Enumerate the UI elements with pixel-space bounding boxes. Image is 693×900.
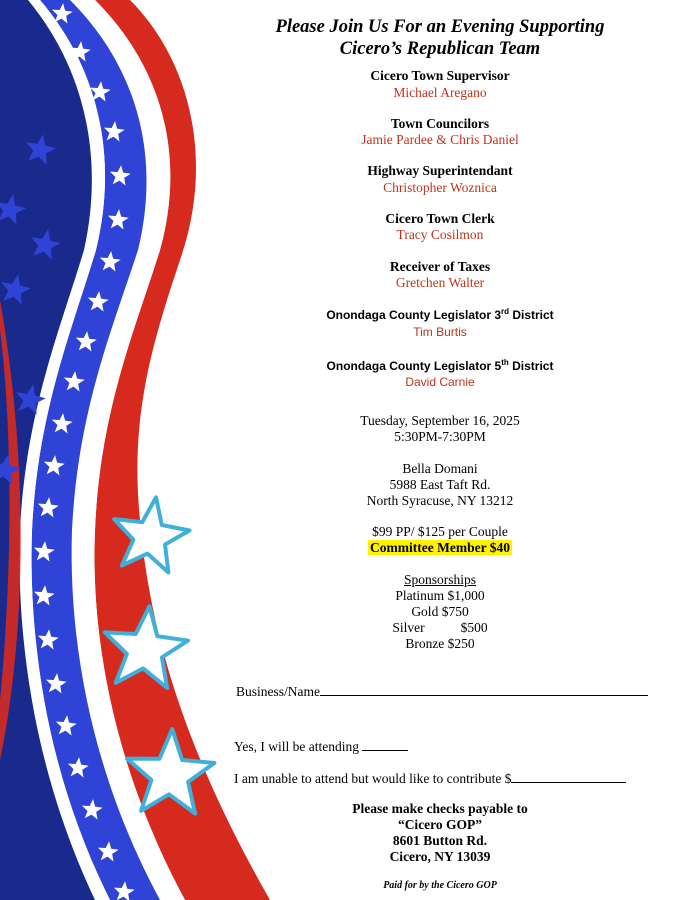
attending-field[interactable] <box>234 739 408 755</box>
venue-name: Bella Domani <box>402 461 478 476</box>
checks-line-4: Cicero, NY 13039 <box>389 849 491 864</box>
sponsorship-gold: Gold $750 <box>411 604 469 619</box>
sponsorship-platinum: Platinum $1,000 <box>395 588 485 603</box>
event-time: 5:30PM-7:30PM <box>394 429 486 444</box>
candidate-role: Cicero Town Supervisor <box>370 68 510 83</box>
business-name-field[interactable] <box>236 684 648 700</box>
sponsorship-silver: Silver $500 <box>392 620 488 635</box>
contribute-label: I am unable to attend but would like to contribute $ <box>234 771 512 786</box>
business-name-label: Business/Name <box>236 684 320 699</box>
ticket-price: $99 PP/ $125 per Couple <box>372 524 508 539</box>
checks-line-1: Please make checks payable to <box>352 801 528 816</box>
sponsorships-heading: Sponsorships <box>403 572 476 587</box>
attending-label: Yes, I will be attending <box>234 739 359 754</box>
checks-line-2: “Cicero GOP” <box>397 817 483 832</box>
title-line-2: Cicero’s Republican Team <box>339 39 541 59</box>
title-line-1: Please Join Us For an Evening Supporting <box>275 17 605 37</box>
candidate-role: Receiver of Taxes <box>389 259 491 274</box>
candidate-role: Cicero Town Clerk <box>385 211 495 226</box>
candidate-name: Jamie Pardee & Chris Daniel <box>361 132 519 147</box>
candidate-name: David Carnie <box>405 375 475 389</box>
contribute-blank[interactable] <box>511 771 626 783</box>
venue-city: North Syracuse, NY 13212 <box>366 493 514 508</box>
candidate-role: Onondaga County Legislator 3rd District <box>326 307 554 322</box>
venue-street: 5988 East Taft Rd. <box>389 477 491 492</box>
committee-price: Committee Member $40 <box>370 540 510 555</box>
paid-for-disclaimer: Paid for by the Cicero GOP <box>383 880 497 891</box>
contribute-field[interactable] <box>234 771 626 787</box>
candidate-name: Christopher Woznica <box>383 180 497 195</box>
candidate-role: Onondaga County Legislator 5th District <box>326 358 554 373</box>
candidate-name: Tim Burtis <box>413 325 467 339</box>
sponsorship-bronze: Bronze $250 <box>405 636 475 651</box>
business-name-blank[interactable] <box>320 684 648 696</box>
candidate-role: Highway Superintendant <box>367 163 513 178</box>
candidate-name: Michael Aregano <box>393 85 487 100</box>
candidate-name: Tracy Cosilmon <box>396 227 484 242</box>
event-date: Tuesday, September 16, 2025 <box>360 413 520 428</box>
candidate-role: Town Councilors <box>390 116 490 131</box>
attending-blank[interactable] <box>362 739 408 751</box>
checks-line-3: 8601 Button Rd. <box>392 833 488 848</box>
candidate-name: Gretchen Walter <box>395 275 485 290</box>
